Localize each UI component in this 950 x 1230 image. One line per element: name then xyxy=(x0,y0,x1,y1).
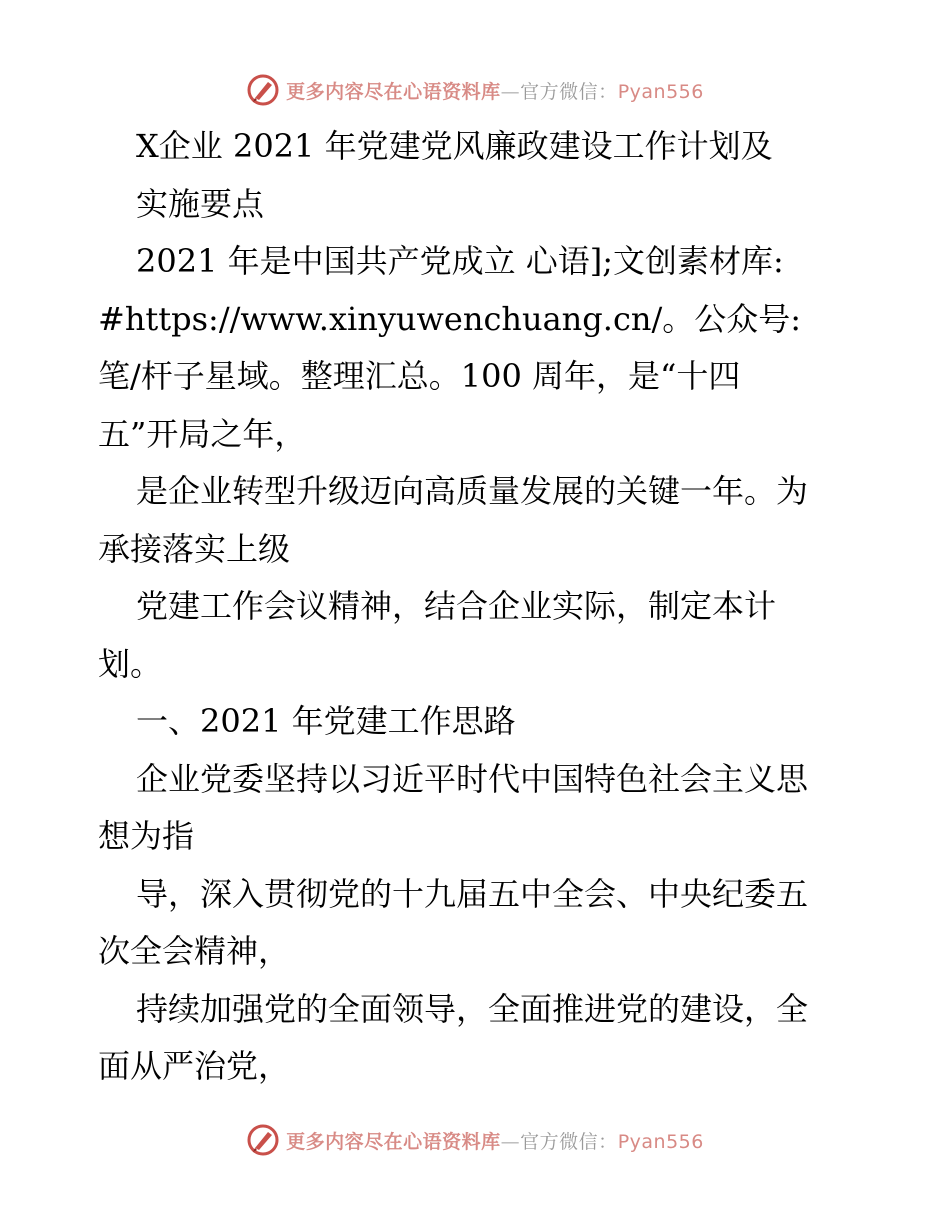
paragraph-line: 2021 年是中国共产党成立 心语];文创素材库: xyxy=(136,242,784,280)
watermark-text xyxy=(286,77,704,104)
paragraph-line: 是企业转型升级迈向高质量发展的关键一年。为 xyxy=(136,472,809,510)
document-body xyxy=(98,118,858,1096)
watermark-separator: — xyxy=(500,80,521,103)
red-quill-logo-icon xyxy=(246,73,280,107)
paragraph-line: 面从严治党， xyxy=(98,1047,291,1085)
paragraph-line: 承接落实上级 xyxy=(98,529,291,568)
watermark-sub: 官方微信： xyxy=(520,1130,618,1153)
paragraph-line: 五”开局之年， xyxy=(98,414,307,453)
paragraph-line: 导，深入贯彻党的十九届五中全会、中央纪委五 xyxy=(136,874,809,913)
section-heading: 一、2021 年党建工作思路 xyxy=(136,702,516,740)
paragraph-line: 党建工作会议精神，结合企业实际，制定本计 xyxy=(136,587,777,625)
red-quill-logo-icon xyxy=(246,1123,280,1157)
header-watermark xyxy=(0,68,950,112)
paragraph-line: 划。 xyxy=(98,644,163,683)
watermark-sub: 官方微信： xyxy=(520,80,618,103)
paragraph-line: 笔/杆子星域。整理汇总。100 周年，是“十四 xyxy=(98,357,741,395)
watermark-main: 更多内容尽在心语资料库 xyxy=(286,80,501,103)
watermark-id: Pyan556 xyxy=(617,1130,704,1153)
paragraph-line: 企业党委坚持以习近平时代中国特色社会主义思 xyxy=(136,759,809,798)
paragraph-line: 持续加强党的全面领导，全面推进党的建设，全 xyxy=(136,989,809,1028)
watermark-separator: — xyxy=(500,1130,521,1153)
footer-watermark xyxy=(0,1118,950,1162)
document-title-line-2: 实施要点 xyxy=(136,184,265,223)
watermark-id: Pyan556 xyxy=(617,80,704,103)
paragraph-line: 次全会精神， xyxy=(98,932,291,970)
watermark-text xyxy=(286,1127,704,1154)
document-title-line-1: X企业 2021 年党建党风廉政建设工作计划及 xyxy=(136,127,773,165)
paragraph-line: #https://www.xinyuwenchuang.cn/。公众号: xyxy=(98,299,802,338)
watermark-main: 更多内容尽在心语资料库 xyxy=(286,1130,501,1153)
paragraph-line: 想为指 xyxy=(98,817,195,855)
